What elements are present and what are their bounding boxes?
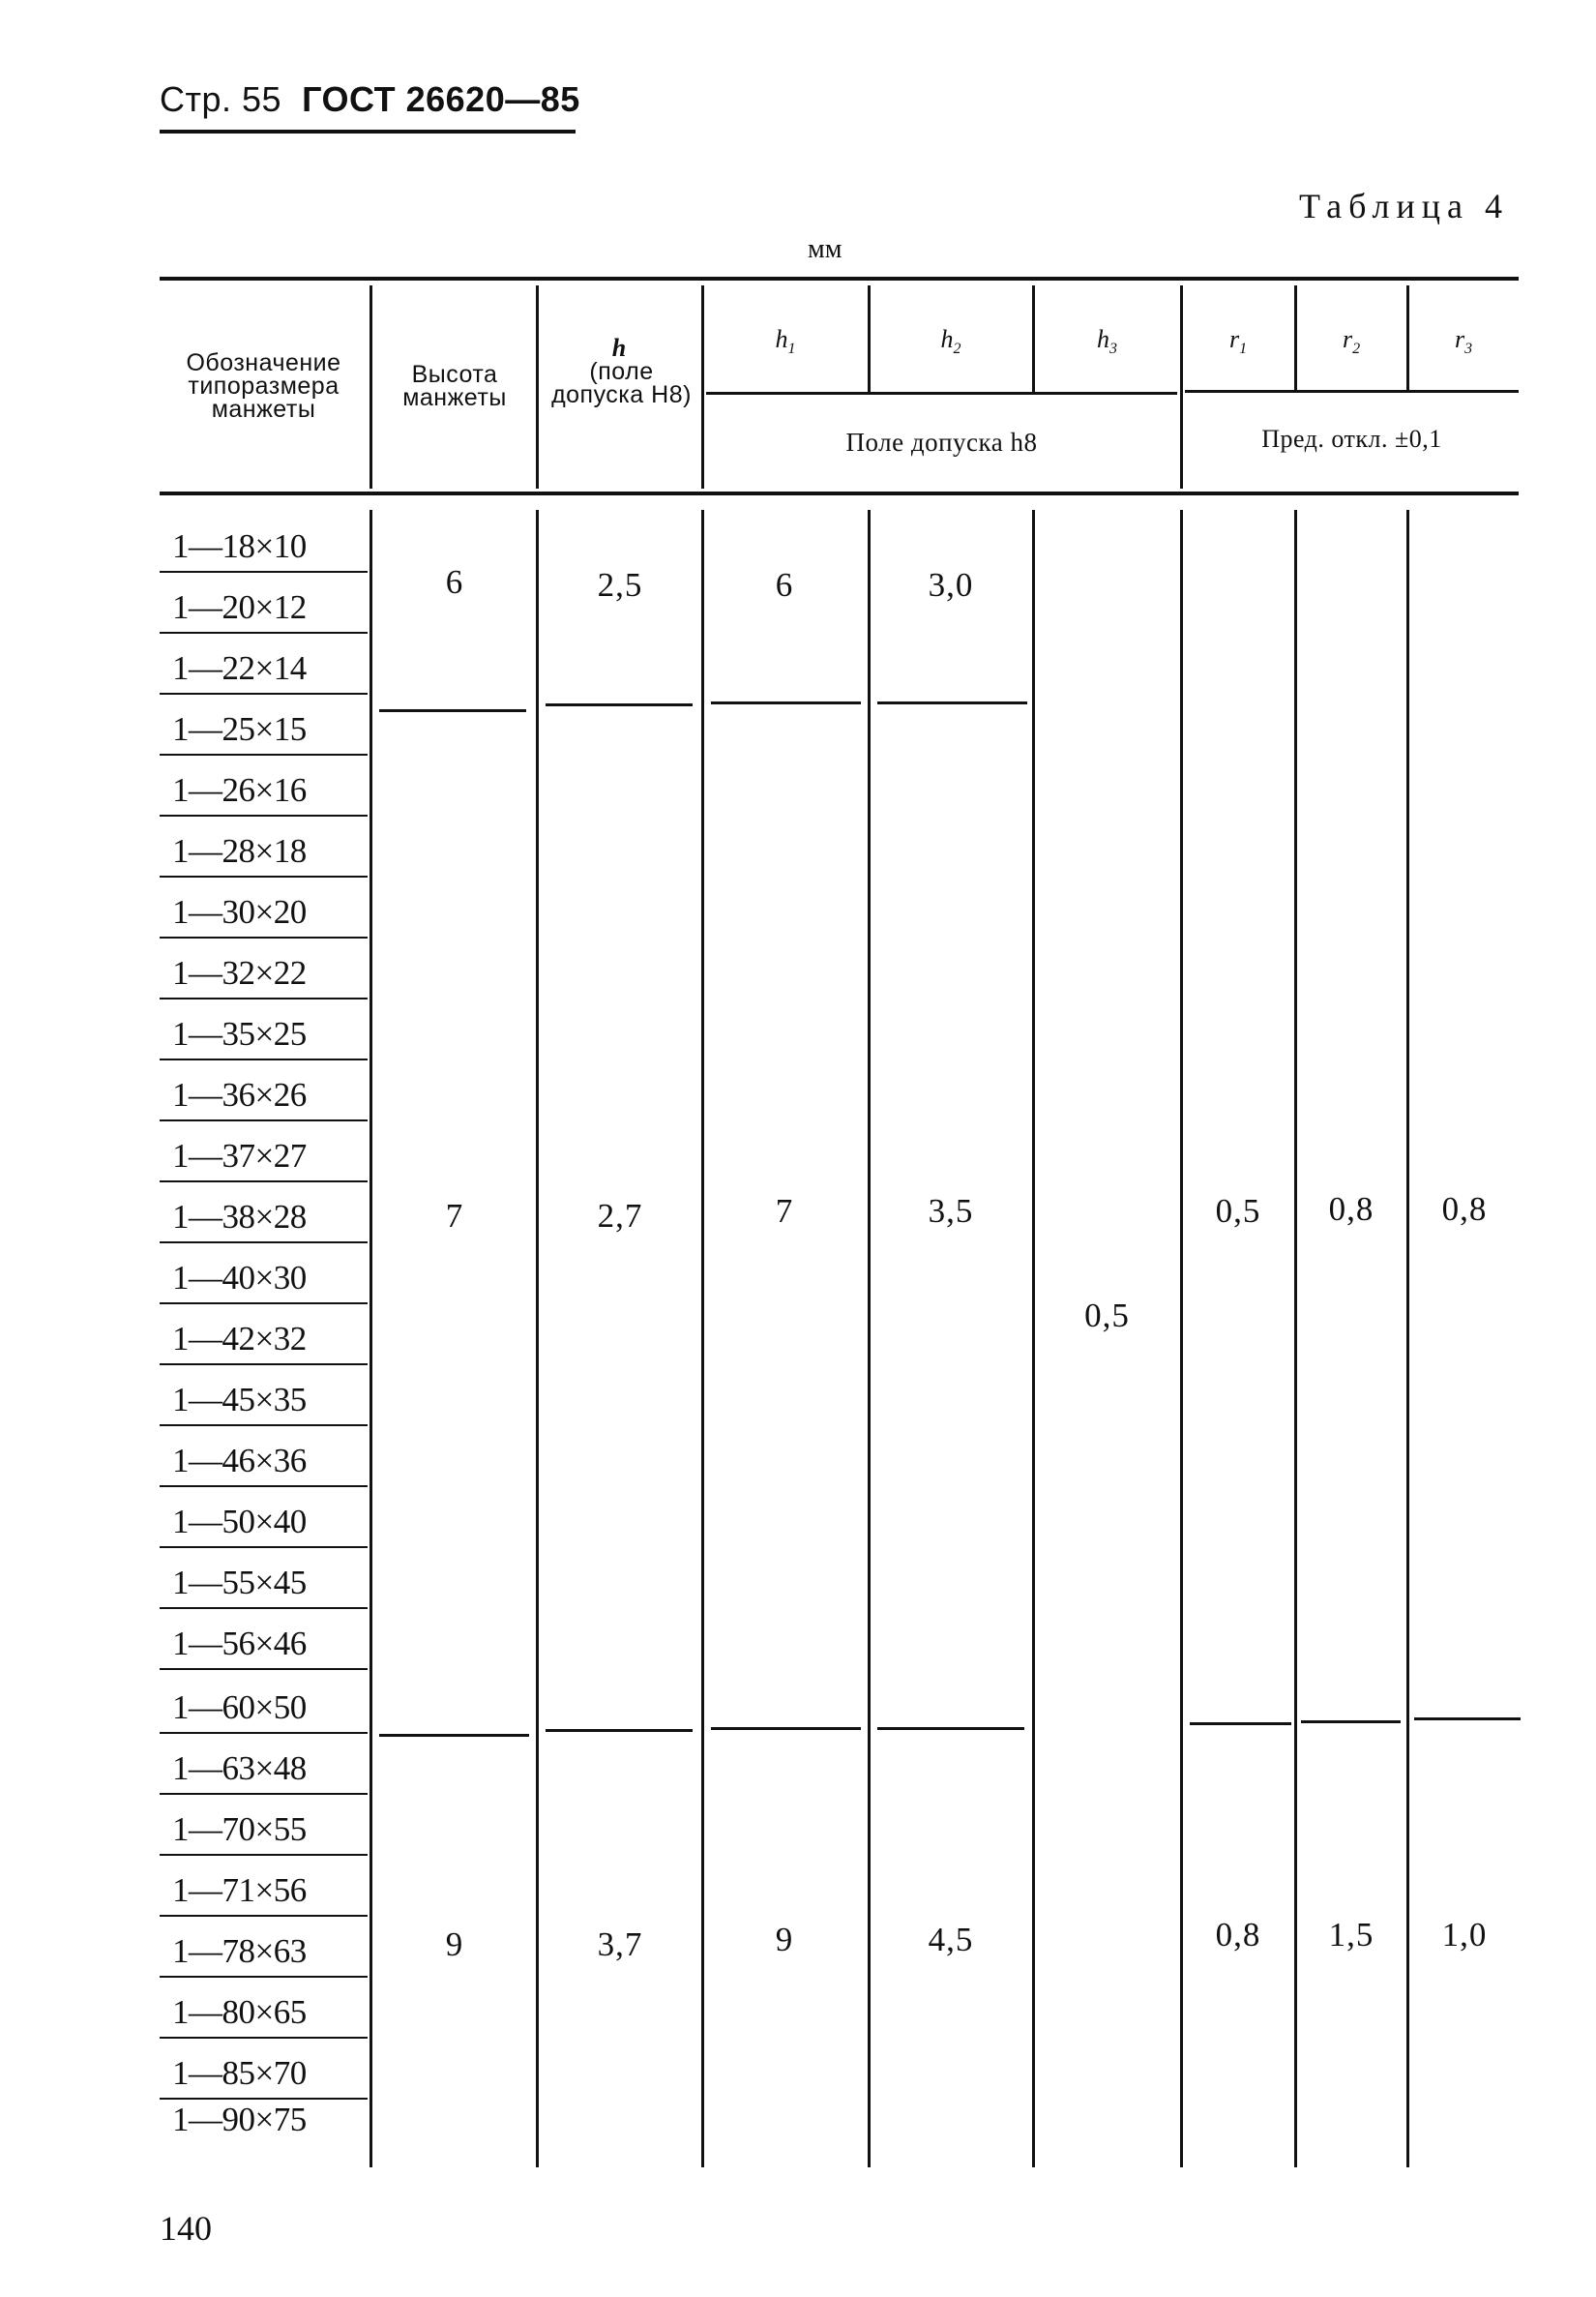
table-row: 1—45×35: [172, 1381, 307, 1418]
row-divider: [160, 1915, 368, 1917]
group-separator: [1301, 1720, 1401, 1723]
body-divider: [1294, 510, 1297, 2167]
height-value: 7: [445, 1197, 464, 1235]
table-row: 1—26×16: [172, 771, 307, 809]
col-h3-header: $h_3$: [1097, 325, 1117, 358]
header-divider: [536, 285, 539, 489]
group-r-label: Пред. откл. ±0,1: [1261, 425, 1442, 453]
page-prefix: Стр. 55: [160, 79, 282, 119]
h-value: 2,5: [597, 566, 643, 604]
header-divider: [369, 285, 372, 489]
r2-value: 1,5: [1328, 1916, 1374, 1954]
group-h-rule: [706, 392, 1177, 395]
table-row: 1—36×26: [172, 1076, 307, 1114]
row-divider: [160, 2098, 368, 2100]
page-header: [160, 79, 580, 120]
group-separator: [546, 703, 693, 706]
h2-value: 4,5: [928, 1921, 974, 1958]
group-r-rule: [1185, 390, 1519, 393]
table-row: 1—28×18: [172, 832, 307, 870]
header-divider: [868, 285, 871, 392]
row-divider: [160, 1668, 368, 1670]
header-divider: [701, 285, 704, 489]
r2-value: 0,8: [1328, 1190, 1374, 1228]
table-row: 1—35×25: [172, 1015, 307, 1053]
page-number: 140: [160, 2209, 212, 2248]
r1-value: 0,5: [1215, 1192, 1261, 1230]
group-separator: [546, 1729, 693, 1732]
table-row: 1—46×36: [172, 1442, 307, 1479]
row-divider: [160, 693, 368, 695]
body-divider: [1180, 510, 1183, 2167]
col-h2-header: $h_2$: [940, 325, 961, 358]
body-divider: [1406, 510, 1409, 2167]
table-row: 1—60×50: [172, 1688, 307, 1726]
row-divider: [160, 1302, 368, 1304]
row-divider: [160, 1607, 368, 1609]
row-divider: [160, 1485, 368, 1487]
table-row: 1—18×10: [172, 527, 307, 565]
unit-label: мм: [808, 234, 842, 264]
row-divider: [160, 1976, 368, 1978]
body-divider: [1032, 510, 1035, 2167]
h-value: 3,7: [597, 1925, 643, 1963]
r1-value: 0,8: [1215, 1916, 1261, 1954]
body-divider: [536, 510, 539, 2167]
row-divider: [160, 937, 368, 939]
height-value: 6: [445, 563, 464, 601]
table-row: 1—71×56: [172, 1871, 307, 1909]
row-divider: [160, 1546, 368, 1548]
row-divider: [160, 1424, 368, 1426]
header-bottom-rule: [160, 492, 1519, 495]
table-row: 1—30×20: [172, 893, 307, 931]
table-row: 1—50×40: [172, 1503, 307, 1540]
group-separator: [379, 1734, 529, 1737]
table-row: 1—20×12: [172, 588, 307, 626]
table-row: 1—40×30: [172, 1259, 307, 1297]
group-h-label: Поле допуска h8: [845, 428, 1038, 457]
table-title: Таблица 4: [1299, 187, 1509, 225]
table-row: 1—22×14: [172, 649, 307, 687]
row-divider: [160, 1059, 368, 1060]
col-designation-header: Обозначение типоразмера манжеты: [186, 349, 341, 423]
standard-number: ГОСТ 26620—85: [302, 79, 580, 119]
header-divider: [1406, 285, 1409, 392]
col-h1-header: $h_1$: [775, 325, 796, 358]
group-separator: [711, 1727, 861, 1730]
body-divider: [369, 510, 372, 2167]
col-h-symbol: h: [611, 334, 627, 362]
table-row: 1—32×22: [172, 954, 307, 992]
row-divider: [160, 754, 368, 756]
row-divider: [160, 815, 368, 817]
row-divider: [160, 998, 368, 999]
h2-value: 3,0: [928, 566, 974, 604]
row-divider: [160, 1854, 368, 1856]
table-row: 1—37×27: [172, 1137, 307, 1175]
table-row: 1—85×70: [172, 2054, 307, 2092]
h1-value: 7: [775, 1192, 794, 1230]
row-divider: [160, 571, 368, 573]
header-divider: [1180, 285, 1183, 489]
table-row: 1—42×32: [172, 1320, 307, 1357]
row-divider: [160, 1241, 368, 1243]
group-separator: [1414, 1717, 1521, 1720]
table-row: 1—56×46: [172, 1625, 307, 1662]
table-row: 1—80×65: [172, 1993, 307, 2031]
h2-value: 3,5: [928, 1192, 974, 1230]
row-divider: [160, 1363, 368, 1365]
row-divider: [160, 1793, 368, 1795]
row-divider: [160, 632, 368, 634]
header-underline: [160, 130, 576, 134]
group-separator: [379, 709, 526, 712]
row-divider: [160, 1119, 368, 1121]
row-divider: [160, 1732, 368, 1734]
header-divider: [1032, 285, 1035, 392]
table-row: 1—78×63: [172, 1932, 307, 1970]
h3-value: 0,5: [1084, 1297, 1130, 1334]
h1-value: 9: [775, 1921, 794, 1958]
row-divider: [160, 876, 368, 878]
body-divider: [868, 510, 871, 2167]
col-r2-header: $r_2$: [1342, 325, 1361, 358]
col-height-header: Высота манжеты: [402, 361, 507, 411]
table-row: 1—38×28: [172, 1198, 307, 1236]
h1-value: 6: [775, 566, 794, 604]
body-divider: [701, 510, 704, 2167]
group-separator: [1190, 1722, 1291, 1725]
group-separator: [711, 701, 861, 704]
header-divider: [1294, 285, 1297, 392]
table-row: 1—55×45: [172, 1564, 307, 1601]
group-separator: [877, 701, 1027, 704]
row-divider: [160, 1180, 368, 1182]
table-row: 1—63×48: [172, 1749, 307, 1787]
table-row: 1—25×15: [172, 710, 307, 748]
col-r3-header: $r_3$: [1454, 325, 1473, 358]
table-top-rule: [160, 277, 1519, 281]
group-separator: [877, 1727, 1024, 1730]
height-value: 9: [445, 1925, 464, 1963]
table-row: 1—90×75: [172, 2101, 307, 2138]
h-value: 2,7: [597, 1197, 643, 1235]
row-divider: [160, 2037, 368, 2039]
r3-value: 1,0: [1441, 1916, 1488, 1954]
table-row: 1—70×55: [172, 1810, 307, 1848]
r3-value: 0,8: [1441, 1190, 1488, 1228]
col-r1-header: $r_1$: [1228, 325, 1248, 358]
col-h-note: (поле допуска H8): [551, 358, 692, 408]
